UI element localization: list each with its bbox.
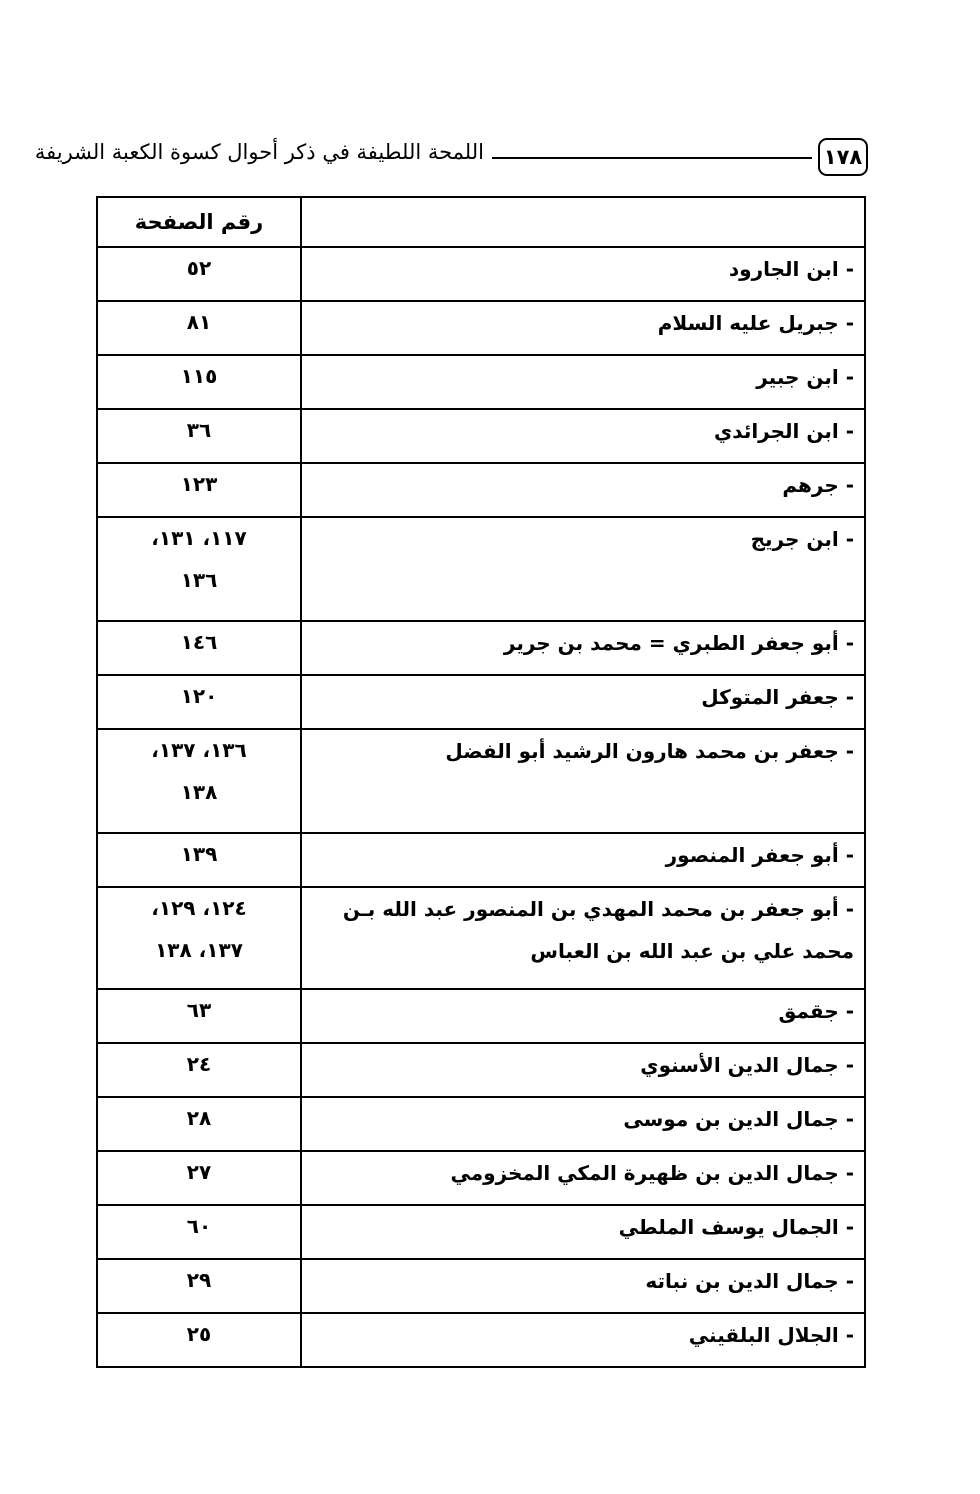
- page-cell: [97, 247, 301, 301]
- table-row: [97, 833, 865, 887]
- page-cell: [97, 675, 301, 729]
- entry-dash: -: [838, 999, 854, 1023]
- page-reference: ١٢٤، ١٢٩،: [151, 896, 247, 920]
- table-row: [97, 247, 865, 301]
- entry-name: - جمال الدين بن موسى: [623, 1107, 854, 1131]
- entry-name: - جمال الدين بن نباته: [645, 1269, 854, 1293]
- table-row: [97, 1259, 865, 1313]
- entry-dash: -: [838, 897, 854, 921]
- running-header: [34, 138, 872, 182]
- table-row: [97, 729, 865, 833]
- table-row: [97, 1313, 865, 1367]
- page-cell: [97, 1043, 301, 1097]
- entry-dash: -: [838, 739, 854, 763]
- table-row: [97, 463, 865, 517]
- entry-cell: [301, 675, 865, 729]
- entry-dash: -: [838, 1215, 854, 1239]
- entry-text: [302, 1314, 864, 1353]
- page-reference: ١٤٦: [180, 630, 218, 654]
- page-column-header: رقم الصفحة: [97, 197, 301, 247]
- entry-text: [302, 834, 864, 873]
- page-cell: [97, 989, 301, 1043]
- entry-dash: -: [838, 1323, 854, 1347]
- page-cell: [97, 1151, 301, 1205]
- running-title: اللمحة اللطيفة في ذكر أحوال كسوة الكعبة الشريفة: [34, 140, 484, 164]
- page-cell: [97, 621, 301, 675]
- entry-text: [302, 1260, 864, 1299]
- entry-text: [302, 302, 864, 341]
- entry-text: [302, 410, 864, 449]
- page-cell: [97, 463, 301, 517]
- entry-cell: [301, 1043, 865, 1097]
- page-reference: ٨١: [186, 310, 212, 334]
- entry-cell: [301, 1205, 865, 1259]
- header-rule: [492, 157, 812, 159]
- table-row: [97, 409, 865, 463]
- page-reference: ١٢٠: [180, 684, 218, 708]
- page-reference: ٢٩: [186, 1268, 212, 1292]
- page-cell: [97, 833, 301, 887]
- page-reference: ٣٦: [186, 418, 212, 442]
- entry-dash: -: [838, 419, 854, 443]
- entry-dash: -: [838, 365, 854, 389]
- entry-dash: -: [838, 473, 854, 497]
- entry-text: [302, 990, 864, 1029]
- entry-name: - جرهم: [782, 473, 854, 497]
- page-reference: ١٣٦، ١٣٧،: [151, 738, 247, 762]
- page-reference: ١٣٧، ١٣٨: [155, 938, 243, 962]
- entry-cell: [301, 729, 865, 833]
- entry-text: [302, 518, 864, 557]
- table-row: [97, 517, 865, 621]
- entry-name: - ابن الجرائدي: [713, 419, 854, 443]
- page-cell: [97, 887, 301, 989]
- index-table: [96, 196, 866, 1368]
- page-reference: ٥٢: [186, 256, 212, 280]
- entry-text: [302, 622, 864, 661]
- entry-cell: [301, 887, 865, 989]
- page-cell: [97, 409, 301, 463]
- entry-text: [302, 676, 864, 715]
- entry-text: [302, 1152, 864, 1191]
- page-cell: [97, 301, 301, 355]
- page-reference: ١٣٦: [180, 568, 218, 592]
- page-cell: [97, 729, 301, 833]
- table-header-row: [97, 197, 865, 247]
- page-reference: ٦٠: [186, 1214, 212, 1238]
- table-row: [97, 675, 865, 729]
- entry-name: - أبو جعفر بن محمد المهدي بن المنصور عبد الله بـن: [342, 897, 854, 921]
- page-reference: ١١٧، ١٣١،: [151, 526, 247, 550]
- entry-name: - أبو جعفر الطبري = محمد بن جرير: [503, 631, 854, 655]
- entry-cell: [301, 621, 865, 675]
- entry-text: [302, 1206, 864, 1245]
- entry-name-continuation: محمد علي بن عبد الله بن العباس: [530, 939, 854, 963]
- entry-dash: -: [838, 257, 854, 281]
- entry-text: [302, 1044, 864, 1083]
- entry-name: - ابن الجارود: [728, 257, 854, 281]
- entry-name: - جمال الدين بن ظهيرة المكي المخزومي: [450, 1161, 854, 1185]
- page-reference: ٢٨: [186, 1106, 212, 1130]
- entry-cell: [301, 989, 865, 1043]
- table-row: [97, 1043, 865, 1097]
- entry-dash: -: [838, 631, 854, 655]
- entry-dash: -: [838, 843, 854, 867]
- table-row: [97, 887, 865, 989]
- entry-cell: [301, 1097, 865, 1151]
- entry-name: - ابن جبير: [756, 365, 854, 389]
- entry-dash: -: [838, 1269, 854, 1293]
- entry-column-header: [301, 197, 865, 247]
- table-row: [97, 1205, 865, 1259]
- page-cell: [97, 355, 301, 409]
- page-cell: [97, 1259, 301, 1313]
- page-cell: [97, 517, 301, 621]
- page-cell: [97, 1313, 301, 1367]
- table-row: [97, 989, 865, 1043]
- entry-cell: [301, 247, 865, 301]
- page-reference: ٢٧: [186, 1160, 212, 1184]
- page-cell: [97, 1205, 301, 1259]
- entry-dash: -: [838, 1107, 854, 1131]
- entry-name: - الجمال يوسف الملطي: [618, 1215, 854, 1239]
- entry-dash: -: [838, 1053, 854, 1077]
- entry-dash: -: [838, 685, 854, 709]
- table-row: [97, 1097, 865, 1151]
- entry-name: - أبو جعفر المنصور: [665, 843, 854, 867]
- entry-cell: [301, 1151, 865, 1205]
- page-reference: ١٣٩: [180, 842, 218, 866]
- entry-name: - الجلال البلقيني: [688, 1323, 854, 1347]
- entry-cell: [301, 833, 865, 887]
- table-row: [97, 621, 865, 675]
- entry-cell: [301, 1313, 865, 1367]
- entry-text: [302, 356, 864, 395]
- page-cell: [97, 1097, 301, 1151]
- page-reference: ٢٥: [186, 1322, 212, 1346]
- page-number: ١٧٨: [818, 138, 868, 176]
- entry-name: - جقمق: [778, 999, 854, 1023]
- page-reference: ١٣٨: [180, 780, 218, 804]
- entry-cell: [301, 355, 865, 409]
- table-row: [97, 355, 865, 409]
- entry-cell: [301, 409, 865, 463]
- table-row: [97, 1151, 865, 1205]
- entry-cell: [301, 463, 865, 517]
- page-reference: ١١٥: [180, 364, 218, 388]
- page-reference: ٢٤: [186, 1052, 212, 1076]
- entry-name: - جعفر بن محمد هارون الرشيد أبو الفضل: [445, 739, 854, 763]
- entry-cell: [301, 1259, 865, 1313]
- entry-text: [302, 1098, 864, 1137]
- entry-text: [302, 248, 864, 287]
- entry-text: [302, 464, 864, 503]
- entry-cell: [301, 517, 865, 621]
- entry-name: - ابن جريج: [750, 527, 854, 551]
- table-row: [97, 301, 865, 355]
- entry-dash: -: [838, 311, 854, 335]
- entry-dash: -: [838, 527, 854, 551]
- entry-name: - جعفر المتوكل: [701, 685, 854, 709]
- entry-name: - جمال الدين الأسنوي: [640, 1053, 854, 1077]
- entry-dash: -: [838, 1161, 854, 1185]
- entry-cell: [301, 301, 865, 355]
- page-reference: ٦٣: [186, 998, 212, 1022]
- entry-text: [302, 730, 864, 769]
- entry-name: - جبريل عليه السلام: [657, 311, 854, 335]
- page-reference: ١٢٣: [180, 472, 218, 496]
- entry-text: [302, 888, 864, 969]
